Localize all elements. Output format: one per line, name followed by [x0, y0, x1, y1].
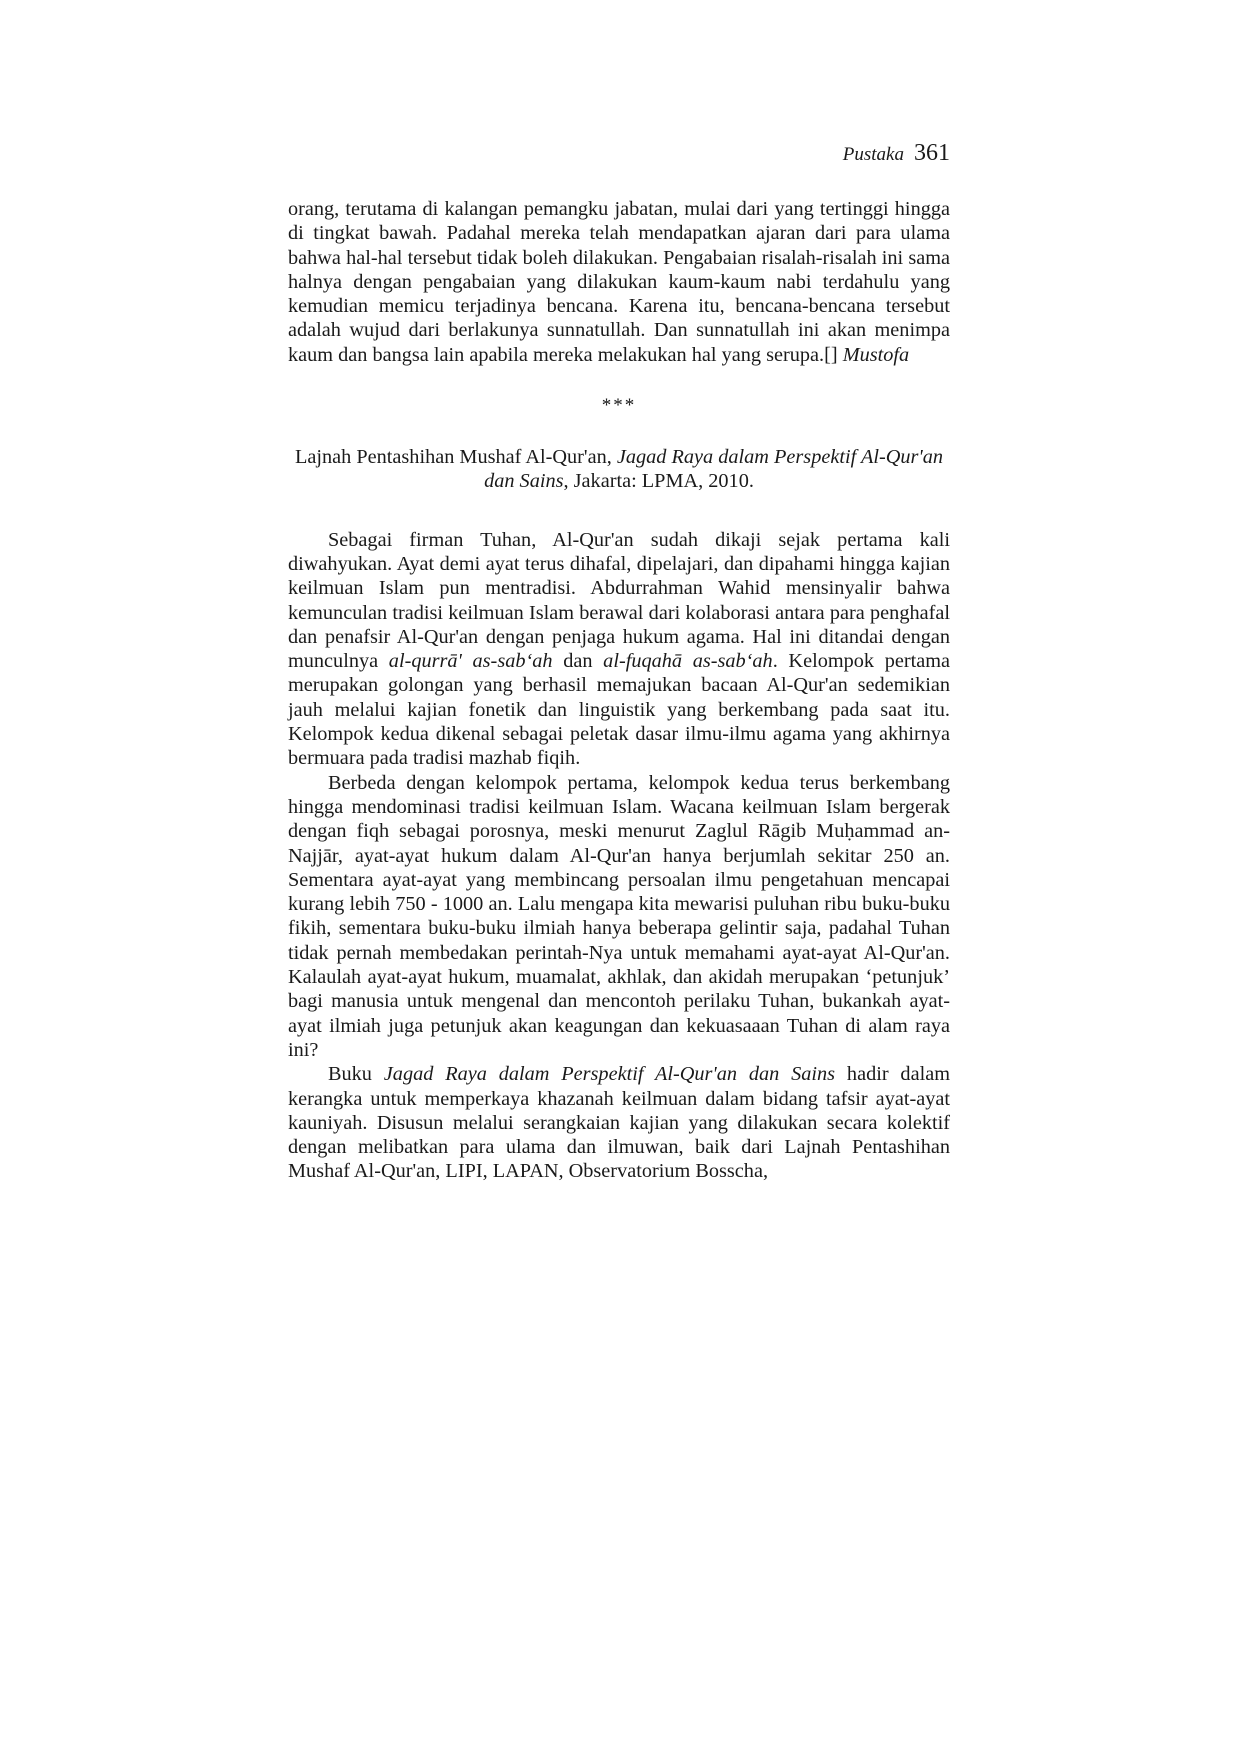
header-section-title: Pustaka: [842, 144, 904, 165]
review-paragraph-2: Berbeda dengan kelompok pertama, kelompok kedua terus berkembang hingga mendominasi tradisi keilmuan Islam. Wacana keilmuan Islam bergerak dengan fiqh sebagai porosnya, meski menurut Zaglul Rāgib Muḥammad an-Najjār, ayat-ayat hukum dalam Al-Qur'an hanya berjumlah sekitar 250 an. Sementara ayat-ayat yang membincang persoalan ilmu pengetahuan mencapai kurang lebih 750 - 1000 an. Lalu mengapa kita mewarisi puluhan ribu buku-buku fikih, sementara buku-buku ilmiah hanya beberapa gelintir saja, padahal Tuhan tidak pernah membedakan perintah-Nya untuk memahami ayat-ayat Al-Qur'an. Kalaulah ayat-ayat hukum, muamalat, akhlak, dan akidah merupakan ‘petunjuk’ bagi manusia untuk mengenal dan mencontoh perilaku Tuhan, bukankah ayat-ayat ilmiah juga petunjuk akan keagungan dan kekuasaaan Tuhan di alam raya ini?: [288, 771, 950, 1061]
section-separator: ***: [601, 395, 637, 417]
page-body: [288, 140, 950, 1184]
continuation-paragraph: [288, 197, 950, 367]
page-number: 361: [914, 140, 950, 166]
review-paragraph-3: [288, 1062, 950, 1183]
continuation-text: orang, terutama di kalangan pemangku jabatan, mulai dari yang tertinggi hingga di tingkat bawah. Padahal mereka telah mendapatkan ajaran dari para ulama bahwa hal-hal tersebut tidak boleh dilakukan. Pengabaian risalah-risalah ini sama halnya dengan pengabaian yang dilakukan kaum-kaum nabi terdahulu yang kemudian memicu terjadinya bencana. Karena itu, bencana-bencana tersebut adalah wujud dari berlakunya sunnatullah. Dan sunnatullah ini akan menimpa kaum dan bangsa lain apabila mereka melakukan hal yang serupa.[]: [288, 198, 950, 366]
review-paragraph-1: [288, 528, 950, 771]
running-header: [288, 140, 950, 168]
review-p1-and: dan: [563, 650, 593, 673]
review-p1-term-fuqaha: al-fuqahā as-sab‘ah: [603, 650, 773, 673]
review-p3-text-a: Buku: [328, 1063, 372, 1086]
citation-book-title: Jagad Raya dalam Perspektif Al-Qur'an dan Sains: [484, 446, 944, 493]
citation-publication: , Jakarta: LPMA, 2010.: [563, 470, 754, 493]
citation-publisher: Lajnah Pentashihan Mushaf Al-Qur'an,: [294, 446, 612, 469]
review-p1-text-b: . Kelompok pertama merupakan golongan yang berhasil memajukan bacaan Al-Qur'an sedemikian jauh melalui kajian fonetik dan linguistik yang berkembang pada saat itu. Kelompok kedua dikenal sebagai peletak dasar ilmu-ilmu agama yang akhirnya bermuara pada tradisi mazhab fiqih.: [288, 650, 951, 770]
review-p3-text-b: hadir dalam kerangka untuk memperkaya khazanah keilmuan dalam bidang tafsir ayat-ayat kauniyah. Disusun melalui serangkaian kajian yang dilakukan secara kolektif dengan melibatkan para ulama dan ilmuwan, baik dari Lajnah Pentashihan Mushaf Al-Qur'an, LIPI, LAPAN, Observatorium Bosscha,: [288, 1063, 950, 1183]
review-p3-book-title: Jagad Raya dalam Perspektif Al-Qur'an dan Sains: [383, 1063, 836, 1086]
review-author: Mustofa: [842, 343, 910, 366]
review-p1-text-a: Sebagai firman Tuhan, Al-Qur'an sudah dikaji sejak pertama kali diwahyukan. Ayat demi ayat terus dihafal, dipelajari, dan dipahami hingga kajian keilmuan Islam pun mentradisi. Abdurrahman Wahid mensinyalir bahwa kemunculan tradisi keilmuan Islam berawal dari kolaborasi antara para penghafal dan penafsir Al-Qur'an dengan penjaga hukum agama. Hal ini ditandai dengan munculnya: [288, 528, 950, 673]
book-citation: [288, 445, 950, 494]
review-p1-term-qurra: al-qurrā' as-sab‘ah: [388, 650, 553, 673]
